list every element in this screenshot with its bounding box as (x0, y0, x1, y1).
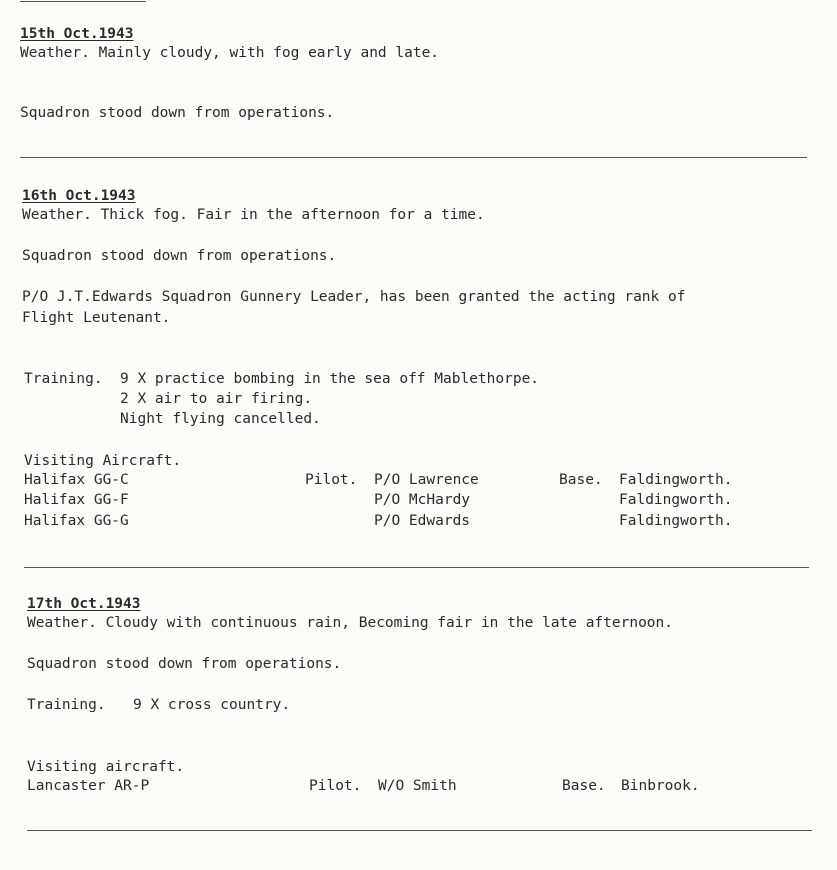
visitor-aircraft: Lancaster AR-P (27, 778, 150, 794)
visitor-aircraft: Halifax GG-F (24, 492, 129, 508)
training-label: Training. (27, 697, 106, 713)
visitor-base-label: Base. (559, 472, 603, 488)
visitor-base: Faldingworth. (619, 513, 733, 529)
promotion-line: Flight Leutenant. (22, 310, 171, 326)
training-item: 9 X practice bombing in the sea off Mablethorpe. (120, 371, 540, 387)
entry-divider (24, 567, 809, 568)
training-item: 9 X cross country. (133, 697, 291, 713)
training-item: 2 X air to air firing. (120, 391, 313, 407)
entry-divider (20, 157, 807, 158)
training-item: Night flying cancelled. (120, 411, 321, 427)
weather-line: Weather. Cloudy with continuous rain, Becoming fair in the late afternoon. (27, 615, 674, 631)
top-rule (20, 1, 146, 2)
visiting-label: Visiting Aircraft. (24, 453, 182, 469)
status-line: Squadron stood down from operations. (27, 656, 342, 672)
training-label: Training. (24, 371, 103, 387)
visitor-aircraft: Halifax GG-C (24, 472, 129, 488)
visitor-pilot-label: Pilot. (305, 472, 358, 488)
entry-divider (27, 830, 812, 831)
visitor-aircraft: Halifax GG-G (24, 513, 129, 529)
status-line: Squadron stood down from operations. (20, 105, 335, 121)
visitor-pilot: P/O Edwards (374, 513, 471, 529)
visitor-base-label: Base. (562, 778, 606, 794)
visiting-label: Visiting aircraft. (27, 759, 185, 775)
weather-line: Weather. Thick fog. Fair in the afternoon for a time. (22, 207, 485, 223)
status-line: Squadron stood down from operations. (22, 248, 337, 264)
entry-date: 15th Oct.1943 (20, 26, 134, 42)
visitor-base: Binbrook. (621, 778, 700, 794)
weather-line: Weather. Mainly cloudy, with fog early and late. (20, 45, 440, 61)
visitor-pilot: W/O Smith (378, 778, 457, 794)
visitor-pilot: P/O McHardy (374, 492, 471, 508)
promotion-line: P/O J.T.Edwards Squadron Gunnery Leader, has been granted the acting rank of (22, 289, 686, 305)
visitor-pilot-label: Pilot. (309, 778, 362, 794)
entry-date: 16th Oct.1943 (22, 188, 136, 204)
visitor-base: Faldingworth. (619, 472, 733, 488)
entry-date: 17th Oct.1943 (27, 596, 141, 612)
visitor-pilot: P/O Lawrence (374, 472, 479, 488)
visitor-base: Faldingworth. (619, 492, 733, 508)
